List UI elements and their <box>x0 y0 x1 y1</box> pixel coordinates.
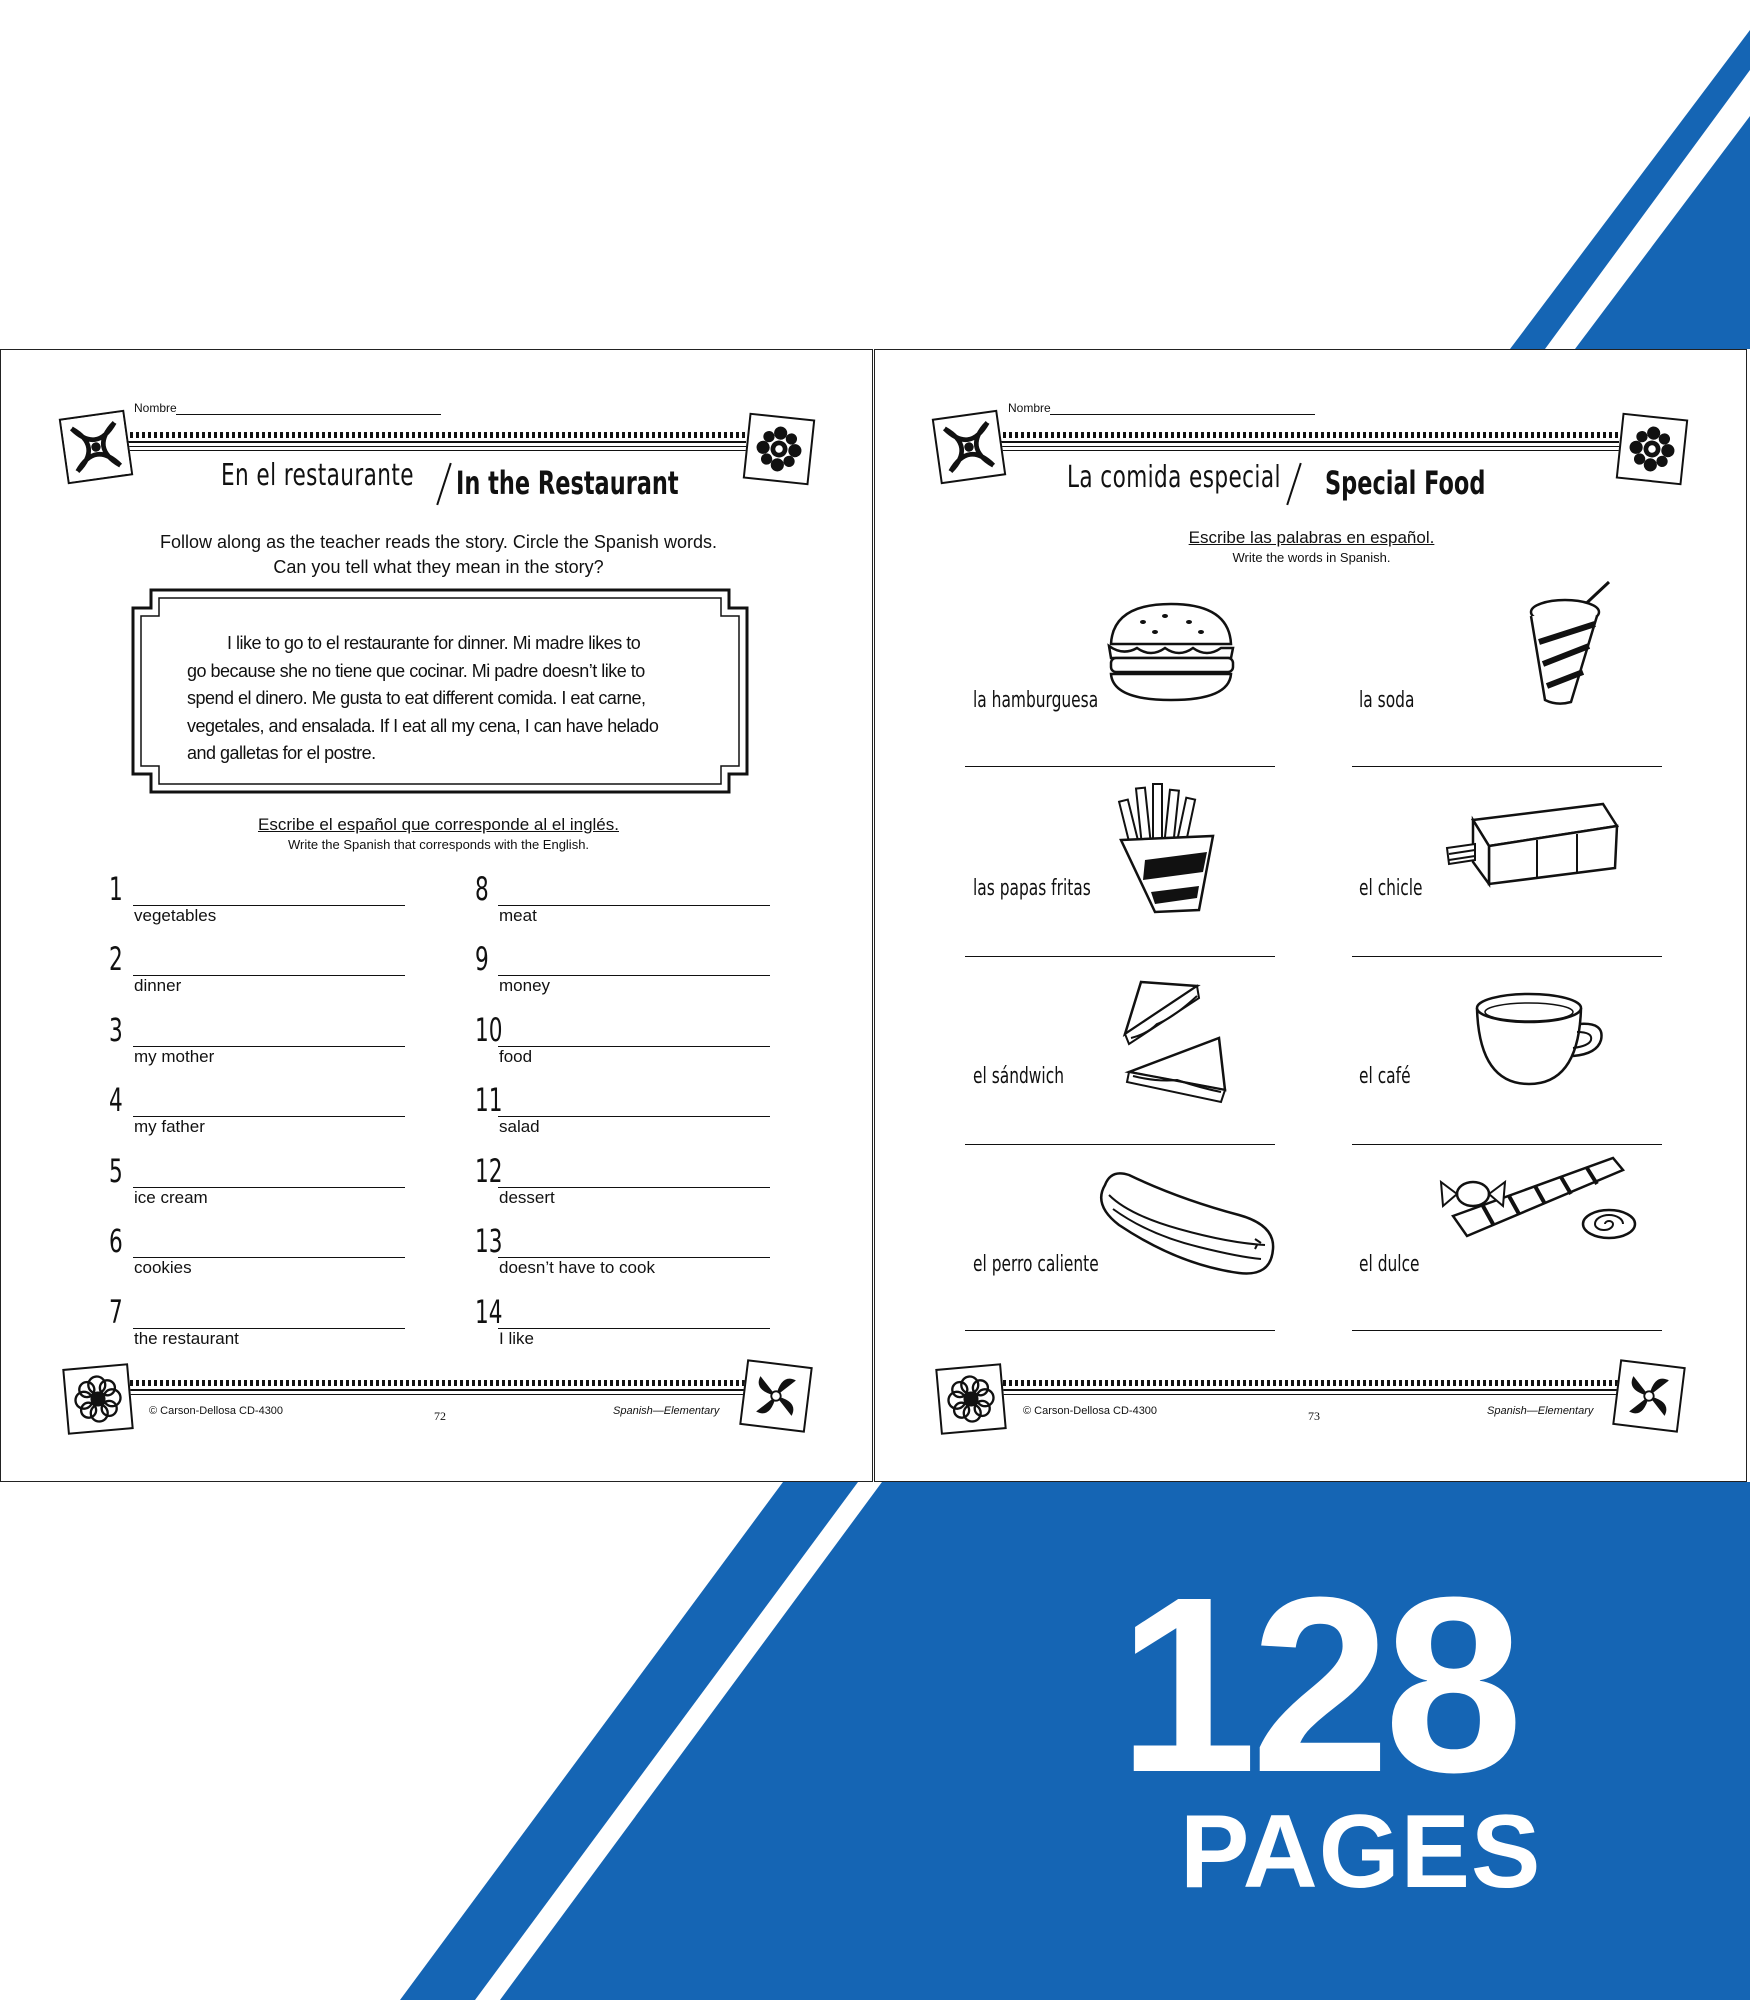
flower-tile-icon <box>743 413 816 486</box>
answer-line[interactable] <box>1352 766 1662 767</box>
answer-line[interactable] <box>1352 1330 1662 1331</box>
page-number: 73 <box>1308 1409 1320 1423</box>
question-label: dinner <box>134 976 182 995</box>
intro-line-1: Follow along as the teacher reads the story. Circle the Spanish words. <box>160 532 717 552</box>
candy-icon <box>1423 1150 1643 1260</box>
question-number: 7 <box>109 1293 123 1331</box>
flower-tile-icon <box>1616 413 1689 486</box>
soda-cup-icon <box>1505 578 1625 708</box>
title-english: Special Food <box>1325 464 1486 502</box>
answer-line[interactable] <box>965 956 1275 957</box>
series-name: Spanish—Elementary <box>1487 1405 1594 1417</box>
instruction-english: Write the Spanish that corresponds with the English. <box>287 837 590 852</box>
intro-line-2: Can you tell what they mean in the story? <box>273 557 604 577</box>
story-line: I like to go to el restaurante for dinner. Mi madre likes to <box>227 633 641 653</box>
answer-line[interactable] <box>498 905 770 906</box>
food-label: el perro caliente <box>973 1252 1099 1277</box>
flower-tile-icon <box>62 1363 134 1435</box>
question-number: 6 <box>109 1222 123 1260</box>
question-label: dessert <box>499 1188 555 1207</box>
question-label: vegetables <box>134 906 217 925</box>
food-label: las papas fritas <box>973 876 1091 901</box>
question-number: 8 <box>475 870 489 908</box>
instruction-spanish: Escribe el español que corresponde al el inglés. <box>257 815 619 834</box>
name-label: Nombre <box>1008 401 1051 415</box>
food-label: el sándwich <box>973 1064 1064 1089</box>
title-spanish: La comida especial <box>1067 460 1281 495</box>
name-field[interactable] <box>176 414 441 415</box>
food-label: el dulce <box>1359 1252 1420 1277</box>
question-number: 9 <box>475 940 489 978</box>
food-label: la soda <box>1359 688 1415 713</box>
coffee-cup-icon <box>1473 990 1609 1090</box>
question-number: 10 <box>475 1011 503 1049</box>
story-line: vegetales, and ensalada. If I eat all my cena, I can have helado <box>187 715 659 736</box>
food-label: el café <box>1359 1064 1411 1089</box>
top-border-rail <box>106 432 746 454</box>
hot-dog-icon <box>1089 1165 1277 1281</box>
question-number: 4 <box>109 1081 123 1119</box>
story-line: and galletas for el postre. <box>187 743 376 763</box>
worksheet-page-73 <box>874 349 1747 1482</box>
gum-pack-icon <box>1445 802 1621 888</box>
page-count-label: PAGES <box>1180 1794 1542 1910</box>
question-label: money <box>499 976 551 995</box>
ornament-tile-icon <box>59 410 134 485</box>
hamburger-icon <box>1103 600 1239 704</box>
answer-line[interactable] <box>498 1046 770 1047</box>
story-line: spend el dinero. Me gusta to eat different comida. I eat carne, <box>187 688 646 708</box>
answer-line[interactable] <box>965 1330 1275 1331</box>
instruction-english: Write the words in Spanish. <box>1232 550 1391 565</box>
title-spanish: En el restaurante <box>221 458 414 493</box>
question-number: 5 <box>109 1152 123 1190</box>
question-label: my father <box>134 1117 205 1136</box>
question-number: 3 <box>109 1011 123 1049</box>
story-paragraph <box>187 630 697 768</box>
story-line: go because she no tiene que cocinar. Mi padre doesn’t like to <box>187 660 645 681</box>
answer-line[interactable] <box>498 1328 770 1329</box>
intro-text <box>81 530 796 580</box>
question-label: cookies <box>134 1258 192 1277</box>
top-border-rail <box>979 432 1619 454</box>
propeller-tile-icon <box>739 1359 813 1433</box>
series-name: Spanish—Elementary <box>613 1405 720 1417</box>
question-label: I like <box>499 1329 534 1348</box>
question-number: 12 <box>475 1152 503 1190</box>
question-label: food <box>499 1047 533 1066</box>
worksheet-page-72 <box>0 349 873 1482</box>
question-label: ice cream <box>134 1188 208 1207</box>
question-label: salad <box>499 1117 540 1136</box>
page-count-number: 128 <box>1118 1545 1518 1824</box>
flower-tile-icon <box>935 1363 1007 1435</box>
page-number: 72 <box>434 1409 446 1423</box>
title-divider <box>1286 463 1301 505</box>
sandwich-icon <box>1117 978 1229 1106</box>
food-label: la hamburguesa <box>973 688 1099 713</box>
french-fries-icon <box>1115 780 1225 914</box>
bottom-border-rail <box>979 1380 1619 1402</box>
title-english: In the Restaurant <box>456 464 679 502</box>
question-number: 2 <box>109 940 123 978</box>
question-number: 1 <box>109 870 123 908</box>
question-label: my mother <box>134 1047 215 1066</box>
answer-line[interactable] <box>1352 1144 1662 1145</box>
question-number: 13 <box>475 1222 503 1260</box>
answer-line[interactable] <box>965 766 1275 767</box>
title-divider <box>436 463 451 505</box>
propeller-tile-icon <box>1612 1359 1686 1433</box>
answer-line[interactable] <box>965 1144 1275 1145</box>
name-field[interactable] <box>1050 414 1315 415</box>
question-label: meat <box>499 906 537 925</box>
name-label: Nombre <box>134 401 177 415</box>
question-number: 14 <box>475 1293 503 1331</box>
ornament-tile-icon <box>932 410 1007 485</box>
instruction-spanish: Escribe las palabras en español. <box>1188 528 1435 547</box>
answer-line[interactable] <box>1352 956 1662 957</box>
question-label: doesn’t have to cook <box>499 1258 655 1277</box>
question-label: the restaurant <box>134 1329 239 1348</box>
food-label: el chicle <box>1359 876 1423 901</box>
copyright: © Carson-Dellosa CD-4300 <box>149 1405 284 1417</box>
copyright: © Carson-Dellosa CD-4300 <box>1023 1405 1158 1417</box>
question-number: 11 <box>475 1081 503 1119</box>
bottom-border-rail <box>106 1380 746 1402</box>
